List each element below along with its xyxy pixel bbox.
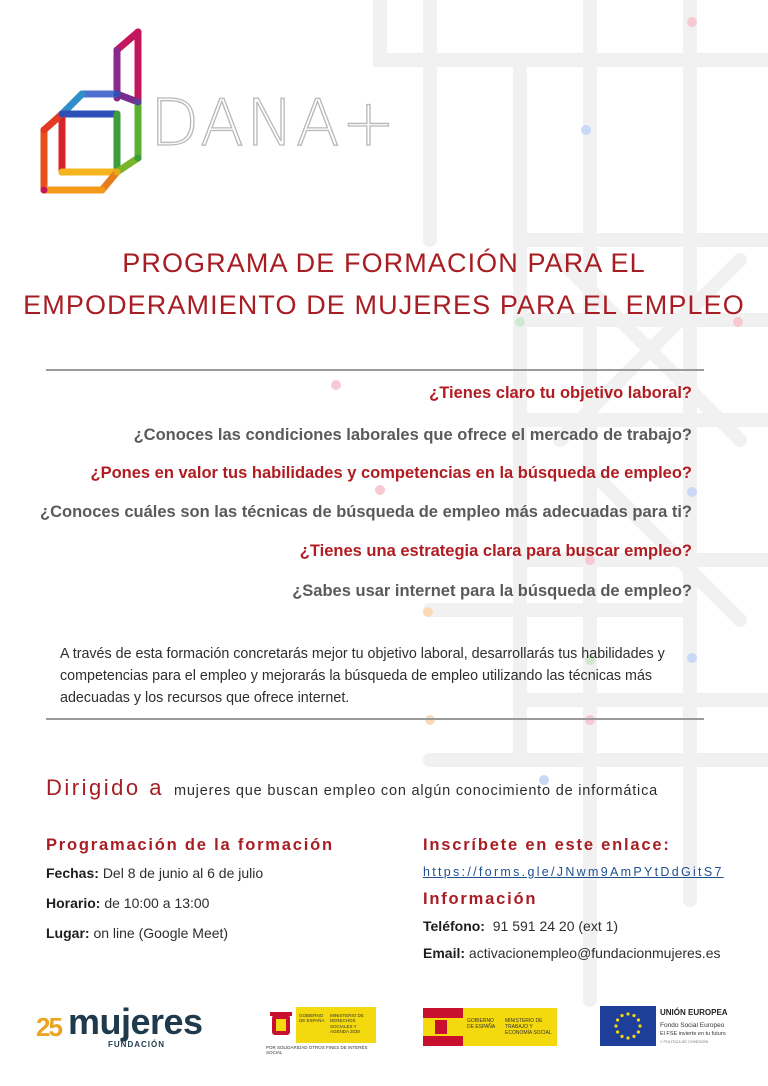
divider-top [46,369,704,371]
gobierno-derechos-sociales-logo [266,1007,376,1056]
anniversary-number: 25 [36,1012,61,1042]
place-value: on line (Google Meet) [93,925,229,941]
union-europea-logo [600,1006,740,1050]
gob2-ministerio: MINISTERIO DE TRABAJO Y ECONOMÍA SOCIAL [505,1018,552,1036]
eu-fund: Fondo Social Europeo [660,1022,725,1029]
email-value[interactable]: activacionempleo@fundacionmujeres.es [468,945,721,961]
phone-label: Teléfono: [423,918,485,934]
signup-heading: Inscríbete en este enlace: [423,836,671,854]
question-item: ¿Sabes usar internet para la búsqueda de empleo? [292,582,692,600]
phone-value: 91 591 24 20 (ext 1) [492,918,619,934]
gob2-gobierno: GOBIERNO DE ESPAÑA [467,1018,496,1030]
info-phone [423,919,618,933]
intro-paragraph: A través de esta formación concretarás mejor tu objetivo laboral, desarrollarás tus habilidades y competencias para el empleo y mejorarás la búsqueda de empleo utilizando las técnicas más adecuadas y los recursos que ofrece internet. [60,646,665,706]
eu-small: Y POLÍTICA DE COHESIÓN [660,1040,709,1044]
audience-text: mujeres que buscan empleo con algún conocimiento de informática [173,783,658,799]
mujeres-wordmark: mujeres [68,1001,203,1042]
dates-label: Fechas: [46,865,99,881]
place-label: Lugar: [46,925,90,941]
eu-motto: El FSE invierte en tu futuro [660,1031,726,1037]
schedule-hours [46,896,209,910]
info-email [423,946,720,960]
hours-label: Horario: [46,895,101,911]
fundacion-label: FUNDACIÓN [108,1040,165,1049]
page-title-line-1: PROGRAMA DE FORMACIÓN PARA EL [122,248,646,278]
signup-link[interactable]: https://forms.gle/JNwm9AmPYtDdGitS7 [423,865,724,879]
question-item: ¿Conoces las condiciones laborales que ofrece el mercado de trabajo? [133,426,692,444]
gob1-solidaridad: POR SOLIDARIDAD OTROS FINES DE INTERÉS SOCIAL [266,1045,368,1056]
gobierno-trabajo-logo [423,1008,557,1046]
audience-label: Dirigido a [46,775,164,800]
question-item: ¿Pones en valor tus habilidades y competencias en la búsqueda de empleo? [90,464,692,482]
schedule-dates [46,866,263,880]
question-item: ¿Tienes claro tu objetivo laboral? [429,384,692,402]
divider-bottom [46,718,704,720]
ministry-panel [463,1008,557,1046]
ministry-panel [296,1007,376,1043]
audience-line [46,775,658,801]
eu-flag-icon [600,1006,656,1046]
eu-title: UNIÓN EUROPEA [660,1008,728,1017]
dates-value: Del 8 de junio al 6 de julio [102,865,264,881]
schedule-place [46,926,228,940]
gob1-ministerio: MINISTERIO DE DERECHOS SOCIALES Y AGENDA 2030 [330,1013,364,1035]
dana-logo-wordmark: DANA+ [150,87,398,161]
question-item: ¿Conoces cuáles son las técnicas de búsqueda de empleo más adecuadas para ti? [40,503,692,521]
question-item: ¿Tienes una estrategia clara para buscar empleo? [299,542,692,560]
schedule-heading: Programación de la formación [46,836,334,854]
hours-value: de 10:00 a 13:00 [104,895,210,911]
info-heading: Información [423,890,538,908]
spain-flag-shield-icon [423,1008,463,1046]
email-label: Email: [423,945,466,961]
coat-of-arms-icon [270,1012,292,1038]
gob1-gobierno: GOBIERNO DE ESPAÑA [299,1013,325,1024]
page-title-line-2: EMPODERAMIENTO DE MUJERES PARA EL EMPLEO [23,290,745,320]
fundacion-mujeres-logo [36,1001,236,1052]
